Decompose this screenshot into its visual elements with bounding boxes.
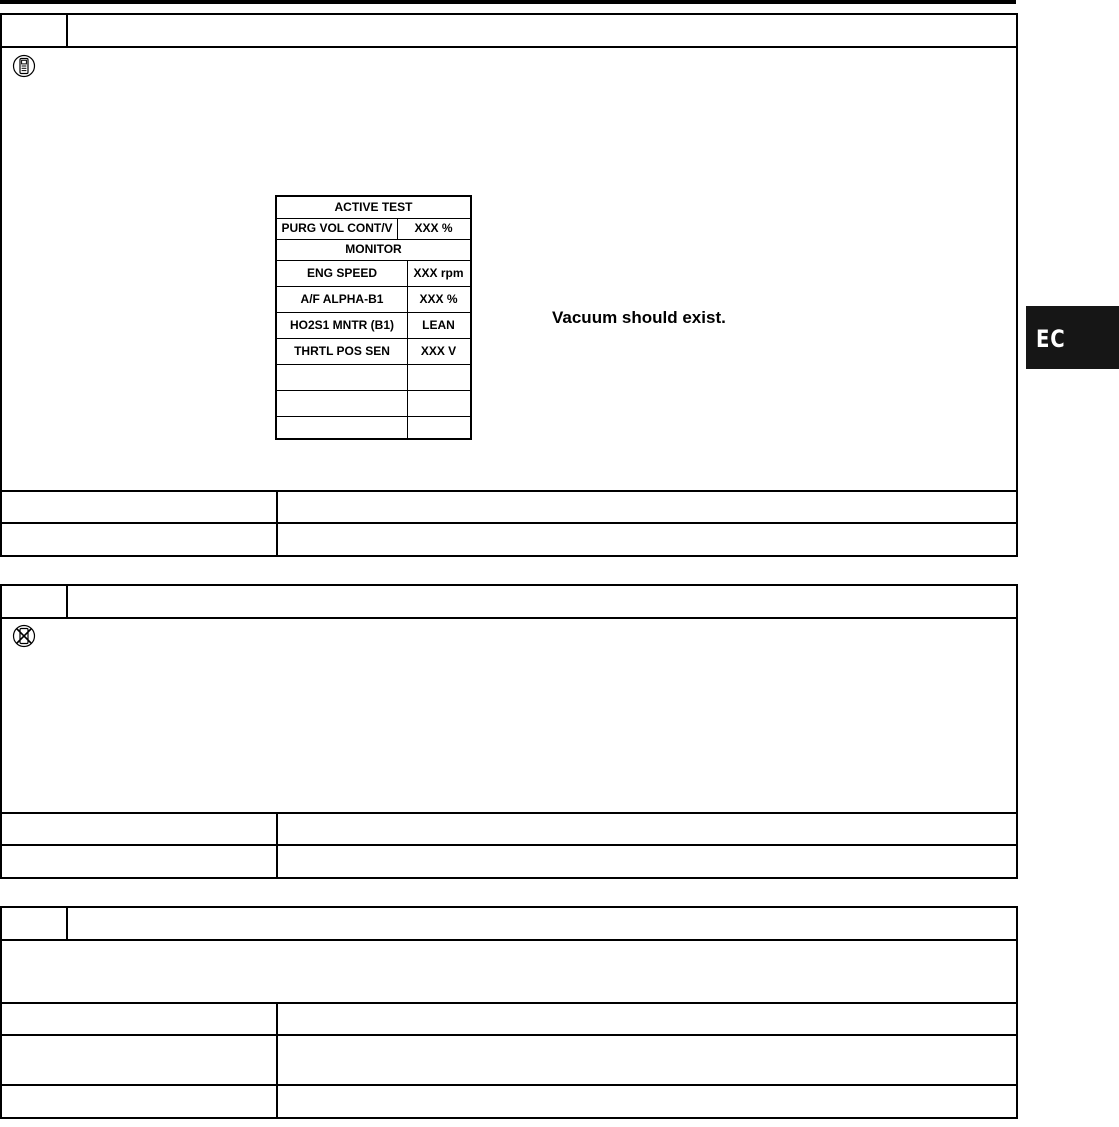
- procedure-step-2: [0, 584, 1018, 879]
- step-3-header: [2, 908, 1016, 941]
- monitor-value: XXX V: [420, 344, 457, 358]
- active-test-item: PURG VOL CONT/V: [277, 218, 398, 239]
- step-1-number-cell: [2, 15, 68, 46]
- monitor-value: [407, 364, 470, 390]
- monitor-item: [277, 390, 408, 416]
- monitor-value: LEAN: [422, 318, 455, 332]
- result-label-cell: [2, 814, 278, 844]
- result-label-cell: [2, 1036, 278, 1084]
- consult-tester-icon: [12, 54, 36, 78]
- result-row-ok: [2, 492, 1016, 524]
- result-row-ng: [2, 524, 1016, 555]
- monitor-value: XXX rpm: [413, 266, 464, 280]
- monitor-value: [407, 390, 470, 416]
- monitor-row: [277, 390, 470, 417]
- procedure-step-1: [0, 13, 1018, 557]
- result-label-cell: [2, 1086, 278, 1117]
- active-test-value: XXX %: [414, 221, 453, 235]
- consult-monitor-screen: [275, 195, 472, 440]
- result-label-cell: [2, 492, 278, 522]
- step-2-header: [2, 586, 1016, 619]
- section-tab-ec: [1026, 306, 1119, 369]
- top-rule: [0, 0, 1016, 4]
- monitor-value: [407, 416, 470, 438]
- procedure-step-3: [0, 906, 1018, 1119]
- step-2-body: [2, 619, 1016, 814]
- result-label-cell: [2, 524, 278, 555]
- result-row: [2, 1036, 1016, 1086]
- active-test-row: [277, 218, 470, 240]
- result-label-cell: [2, 846, 278, 877]
- monitor-item: [277, 416, 408, 438]
- monitor-item: [277, 364, 408, 390]
- monitor-item: HO2S1 MNTR (B1): [277, 312, 408, 338]
- monitor-row: [277, 416, 470, 438]
- result-row-ng: [2, 846, 1016, 877]
- active-test-header: ACTIVE TEST: [277, 197, 470, 219]
- monitor-row: [277, 338, 470, 365]
- step-1-body: [2, 48, 1016, 492]
- result-row: [2, 1086, 1016, 1117]
- step-1-header: [2, 15, 1016, 48]
- monitor-row: [277, 364, 470, 391]
- result-row-ok: [2, 814, 1016, 846]
- result-label-cell: [2, 1004, 278, 1034]
- monitor-row: [277, 260, 470, 287]
- step-3-body: [2, 941, 1016, 1004]
- without-consult-icon: [12, 624, 36, 648]
- monitor-item: ENG SPEED: [277, 260, 408, 286]
- monitor-row: [277, 286, 470, 313]
- step-2-number-cell: [2, 586, 68, 617]
- monitor-row: [277, 312, 470, 339]
- vacuum-note: Vacuum should exist.: [552, 308, 726, 327]
- monitor-item: THRTL POS SEN: [277, 338, 408, 364]
- monitor-item: A/F ALPHA-B1: [277, 286, 408, 312]
- monitor-header: MONITOR: [277, 239, 470, 261]
- step-3-number-cell: [2, 908, 68, 939]
- section-tab-label: EC: [1036, 325, 1066, 353]
- result-row: [2, 1004, 1016, 1036]
- monitor-value: XXX %: [419, 292, 458, 306]
